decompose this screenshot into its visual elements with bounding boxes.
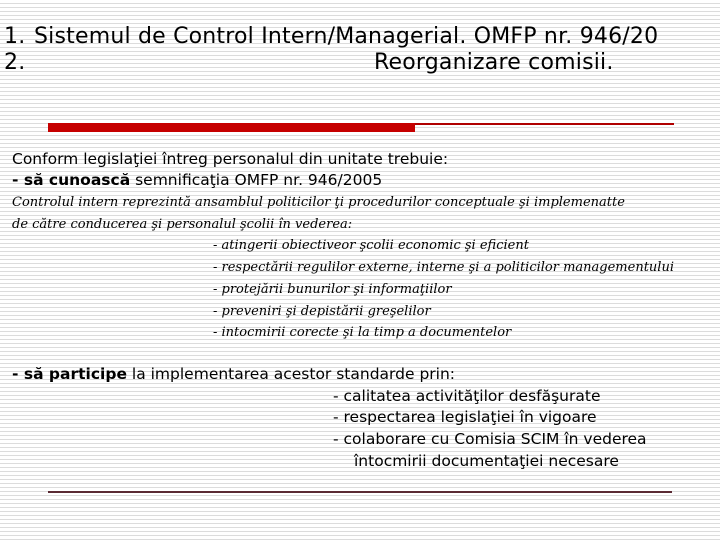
definition-line-1: Controlul intern reprezintă ansamblul politicilor ţi procedurilor conceptuale şi implemenatte (12, 195, 625, 210)
objective-item: - protejării bunurilor şi informaţiilor (213, 282, 452, 297)
objective-item: - preveniri şi depistării greşelilor (213, 304, 431, 319)
point-participate (12, 364, 455, 385)
objective-item: - respectării regulilor externe, interne şi a politicilor managementului (213, 260, 674, 275)
point-participate-rest: la implementarea acestor standarde prin: (126, 365, 456, 383)
top-divider-accent (48, 123, 415, 132)
slide-title (4, 24, 658, 76)
means-item-continuation: întocmirii documentaţiei necesare (354, 452, 619, 470)
objective-item: - intocmirii corecte şi la timp a documentelor (213, 325, 512, 340)
point-participate-prefix: - (12, 365, 24, 383)
point-participate-bold: să participe (23, 365, 127, 383)
objective-item: - atingerii obiectiveor şcolii economic şi eficient (213, 238, 529, 253)
point-know-rest: semnificaţia OMFP nr. 946/2005 (130, 171, 383, 189)
bottom-divider (48, 491, 672, 493)
point-know-bold: să cunoască (23, 171, 131, 189)
point-know-prefix: - (12, 171, 24, 189)
title-text-1: Sistemul de Control Intern/Managerial. OMFP nr. 946/20 (34, 24, 659, 49)
point-know (12, 170, 382, 191)
title-number-1: 1. (4, 24, 26, 49)
intro-text: Conform legislaţiei întreg personalul din unitate trebuie: (12, 150, 449, 168)
title-number-2: 2. (4, 50, 26, 75)
title-line-2 (4, 50, 658, 76)
title-text-2: Reorganizare comisii. (374, 50, 614, 75)
means-item: - respectarea legislaţiei în vigoare (333, 408, 597, 426)
means-item: - calitatea activităţilor desfăşurate (333, 387, 601, 405)
means-item: - colaborare cu Comisia SCIM în vederea (333, 430, 647, 448)
title-line-1 (4, 24, 658, 50)
definition-line-2: de către conducerea şi personalul şcolii în vederea: (12, 217, 353, 232)
